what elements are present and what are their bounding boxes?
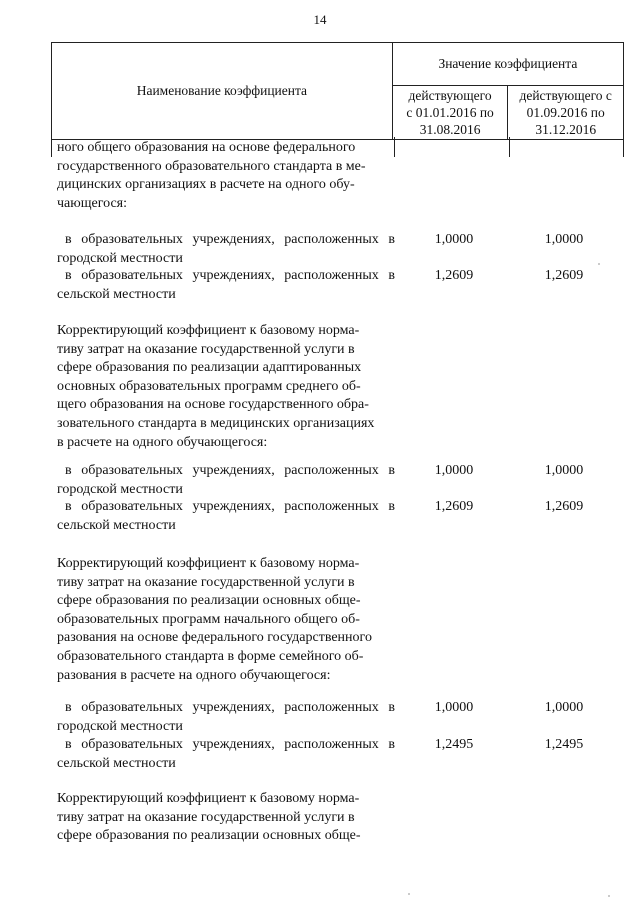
description-line: сфере образования по реализации основных обще- — [57, 828, 361, 844]
row-label-line: в образовательных учреждениях, расположенных в — [65, 268, 395, 283]
value-period-2: 1,2609 — [544, 499, 584, 514]
coefficient-description — [57, 790, 395, 846]
value-period-1: 1,2609 — [434, 499, 474, 514]
description-line: щего образования на основе государственного обра- — [57, 397, 369, 413]
coefficient-table-header — [51, 42, 624, 140]
description-line: сфере образования по реализации адаптированных — [57, 360, 362, 376]
description-line: сфере образования по реализации основных обще- — [57, 593, 361, 609]
description-line: Корректирующий коэффициент к базовому норма- — [57, 791, 360, 806]
coefficient-description — [57, 322, 395, 452]
value-period-2: 1,0000 — [544, 463, 584, 478]
description-line: тиву затрат на оказание государственной услуги в — [57, 574, 355, 590]
period-2-line-2: 01.09.2016 по — [526, 105, 605, 120]
description-line: разования на основе федерального государственного — [57, 630, 372, 646]
period-1-line-3: 31.08.2016 — [419, 122, 481, 137]
value-period-1: 1,0000 — [434, 463, 474, 478]
value-period-1: 1,2495 — [434, 737, 474, 752]
value-period-2: 1,2609 — [544, 268, 584, 283]
row-label-line: городской местности — [57, 250, 183, 266]
description-line: чающегося: — [57, 195, 127, 211]
value-period-1: 1,2609 — [434, 268, 474, 283]
description-line: государственного образовательного стандарта в ме- — [57, 158, 366, 174]
description-line: основных образовательных программ среднего об- — [57, 378, 361, 394]
description-line: тиву затрат на оказание государственной услуги в — [57, 809, 355, 825]
row-label-line: в образовательных учреждениях, расположенных в — [65, 232, 395, 247]
description-line: зовательного стандарта в медицинских организациях — [57, 415, 375, 431]
row-label-line: городской местности — [57, 481, 183, 497]
page-number: 14 — [313, 12, 327, 27]
row-label-line: в образовательных учреждениях, расположенных в — [65, 463, 395, 478]
coefficient-row-rural — [57, 736, 395, 773]
column-divider-right — [623, 137, 624, 157]
value-period-2: 1,0000 — [544, 232, 584, 247]
value-period-2: 1,0000 — [544, 700, 584, 715]
description-line: Корректирующий коэффициент к базовому норма- — [57, 556, 360, 571]
coefficient-description — [57, 555, 395, 685]
column-divider-left — [51, 137, 52, 157]
value-period-2: 1,2495 — [544, 737, 584, 752]
row-label-line: в образовательных учреждениях, расположенных в — [65, 700, 395, 715]
description-line: тиву затрат на оказание государственной услуги в — [57, 341, 355, 357]
coefficient-row-urban — [57, 699, 395, 736]
scan-speck — [598, 263, 600, 265]
description-line: разования в расчете на одного обучающегося: — [57, 667, 331, 683]
row-label-line: сельской местности — [57, 755, 176, 771]
column-divider-inner — [509, 137, 510, 157]
value-period-1: 1,0000 — [434, 232, 474, 247]
row-label-line: сельской местности — [57, 286, 176, 302]
period-2-line-3: 31.12.2016 — [535, 122, 597, 137]
coefficient-description — [57, 139, 395, 213]
period-1-line-1: действующего — [408, 88, 492, 103]
column-header-period-1 — [392, 86, 508, 140]
coefficient-row-rural — [57, 498, 395, 535]
description-line: образовательного стандарта в форме семейного об- — [57, 648, 364, 664]
period-2-line-1: действующего с — [519, 88, 612, 103]
coefficient-row-urban — [57, 231, 395, 268]
row-label-line: сельской местности — [57, 517, 176, 533]
description-line: ного общего образования на основе федерального — [57, 140, 356, 155]
scan-speck — [408, 893, 410, 895]
description-line: дицинских организациях в расчете на одного обу- — [57, 177, 355, 193]
column-header-value-group: Значение коэффициента — [392, 43, 623, 86]
value-period-1: 1,0000 — [434, 700, 474, 715]
description-line: Корректирующий коэффициент к базовому норма- — [57, 323, 360, 338]
period-1-line-2: с 01.01.2016 по — [406, 105, 494, 120]
coefficient-row-rural — [57, 267, 395, 304]
description-line: образовательных программ начального общего об- — [57, 611, 360, 627]
description-line: в расчете на одного обучающегося: — [57, 434, 268, 450]
column-header-name: Наименование коэффициента — [52, 43, 393, 140]
row-label-line: городской местности — [57, 718, 183, 734]
coefficient-row-urban — [57, 462, 395, 499]
row-label-line: в образовательных учреждениях, расположенных в — [65, 737, 395, 752]
scan-speck — [608, 895, 610, 897]
column-header-period-2 — [508, 86, 624, 140]
row-label-line: в образовательных учреждениях, расположенных в — [65, 499, 395, 514]
